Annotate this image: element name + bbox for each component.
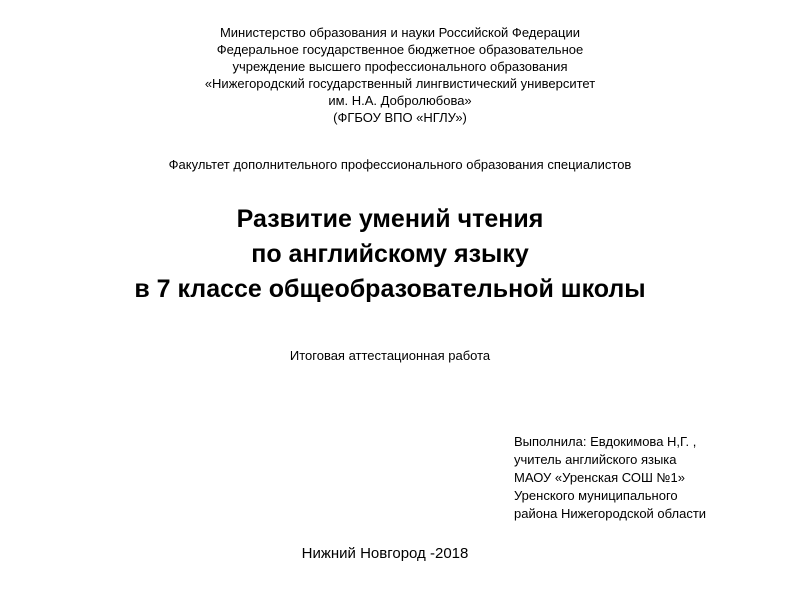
faculty-name: Факультет дополнительного профессионального образования специалистов: [168, 157, 632, 172]
header-line: «Нижегородский государственный лингвистический университет: [204, 76, 596, 91]
title-line: Развитие умений чтения: [236, 205, 544, 233]
author-line: района Нижегородской области: [514, 506, 707, 521]
header-line: (ФГБОУ ВПО «НГЛУ»): [333, 110, 467, 125]
header-line: им. Н.А. Добролюбова»: [328, 93, 472, 108]
city-year: Нижний Новгород -2018: [301, 545, 469, 562]
author-line: учитель английского языка: [514, 452, 677, 467]
header-line: учреждение высшего профессионального образования: [232, 59, 568, 74]
author-line: Выполнила: Евдокимова Н,Г. ,: [514, 434, 697, 449]
work-type: Итоговая аттестационная работа: [289, 348, 491, 363]
author-line: Уренского муниципального: [514, 488, 678, 503]
title-line: по английскому языку: [251, 240, 529, 268]
author-info: [514, 433, 784, 523]
author-line: МАОУ «Уренская СОШ №1»: [514, 470, 685, 485]
work-title: [20, 202, 760, 307]
header-line: Министерство образования и науки Российской Федерации: [219, 25, 581, 40]
title-line: в 7 классе общеобразовательной школы: [134, 275, 646, 303]
header-line: Федеральное государственное бюджетное образовательное: [216, 42, 584, 57]
ministry-header: [100, 24, 700, 126]
